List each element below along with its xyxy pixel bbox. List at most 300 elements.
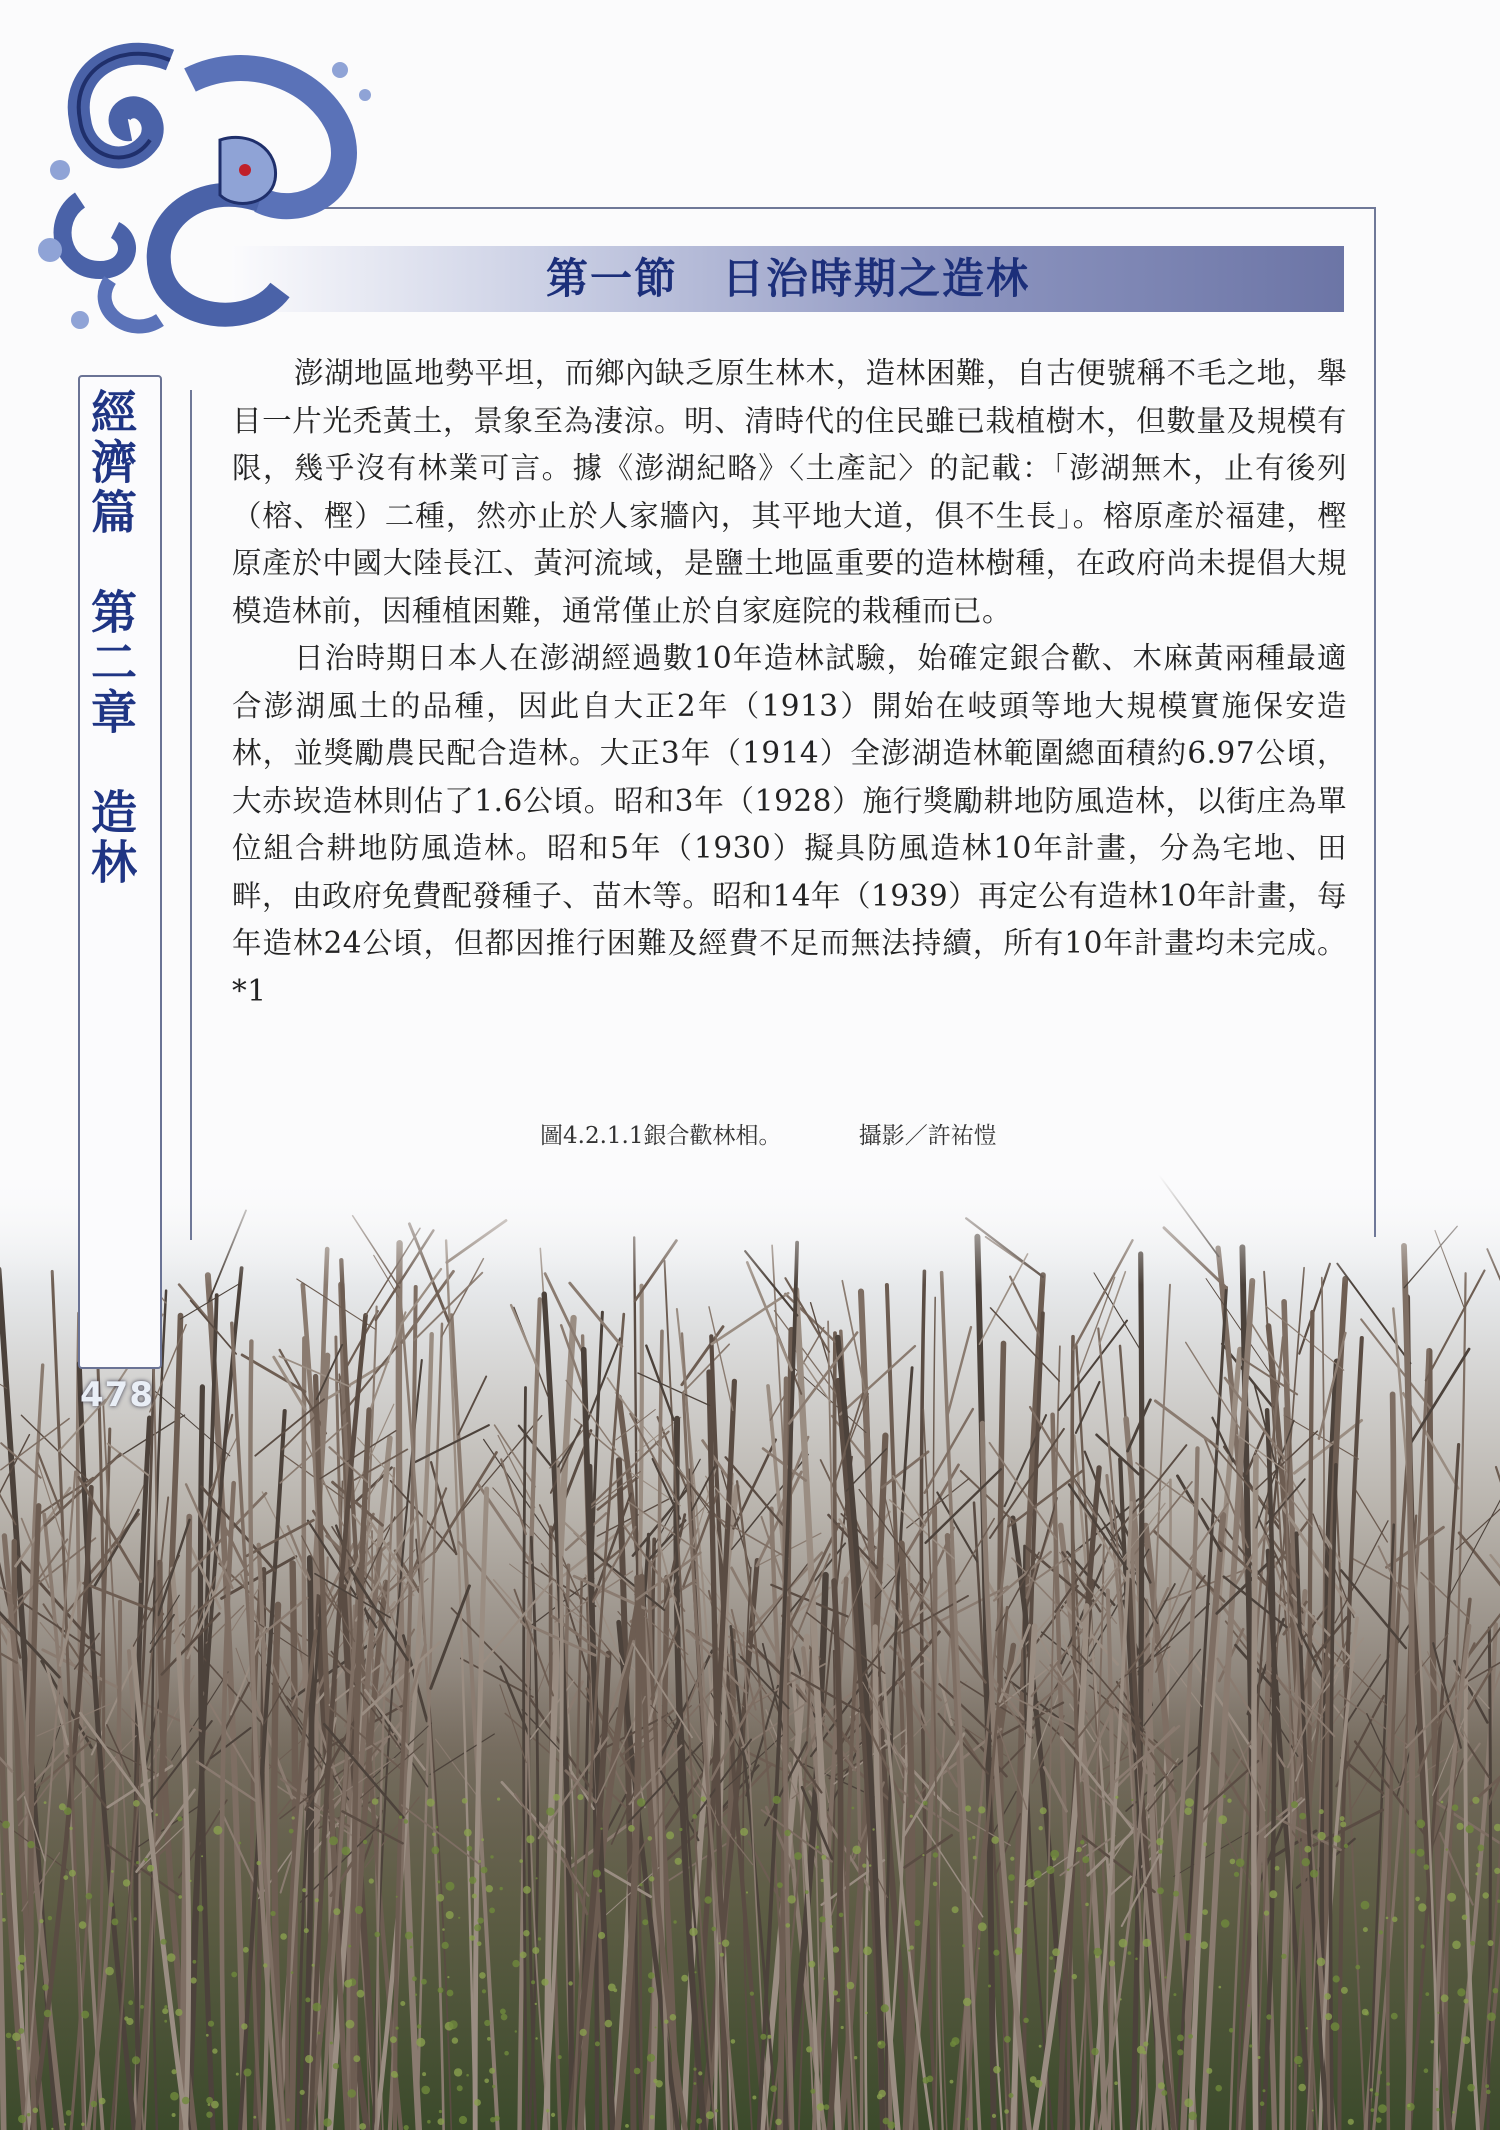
undergrowth-leaf xyxy=(1392,1917,1398,1923)
undergrowth-leaf xyxy=(263,1963,267,1967)
undergrowth-leaf xyxy=(438,2118,445,2125)
undergrowth-leaf xyxy=(648,1972,655,1979)
undergrowth-leaf xyxy=(438,1987,444,1993)
undergrowth-leaf xyxy=(208,2021,214,2027)
undergrowth-leaf xyxy=(786,1923,791,1928)
undergrowth-leaf xyxy=(333,1908,340,1915)
undergrowth-leaf xyxy=(79,1921,87,1929)
undergrowth-leaf xyxy=(1464,1999,1469,2004)
undergrowth-leaf xyxy=(452,2037,458,2043)
undergrowth-leaf xyxy=(1452,2111,1455,2114)
undergrowth-leaf xyxy=(208,2103,211,2106)
undergrowth-leaf xyxy=(136,1861,139,1864)
undergrowth-leaf xyxy=(1039,2045,1042,2048)
undergrowth-leaf xyxy=(978,1948,980,1950)
undergrowth-leaf xyxy=(824,2104,830,2110)
undergrowth-leaf xyxy=(177,1816,182,1821)
undergrowth-leaf xyxy=(486,1885,493,1892)
undergrowth-leaf xyxy=(1052,1948,1060,1956)
undergrowth-leaf xyxy=(806,2046,812,2052)
undergrowth-leaf xyxy=(836,1998,840,2002)
undergrowth-leaf xyxy=(752,2096,756,2100)
undergrowth-leaf xyxy=(650,2115,654,2119)
undergrowth-leaf xyxy=(712,1927,717,1932)
undergrowth-leaf xyxy=(400,2001,405,2006)
undergrowth-leaf xyxy=(1452,1941,1461,1950)
undergrowth-leaf xyxy=(1302,1858,1310,1866)
undergrowth-leaf xyxy=(692,1814,697,1819)
undergrowth-leaf xyxy=(48,1916,52,1920)
undergrowth-leaf xyxy=(1333,1975,1340,1982)
undergrowth-leaf xyxy=(883,2118,890,2125)
undergrowth-leaf xyxy=(6,2033,12,2039)
undergrowth-leaf xyxy=(1023,2018,1028,2023)
undergrowth-leaf xyxy=(415,1994,417,1996)
undergrowth-leaf xyxy=(467,1846,472,1851)
undergrowth-leaf xyxy=(1109,1960,1115,1966)
undergrowth-leaf xyxy=(18,1955,26,1963)
undergrowth-leaf xyxy=(1221,1919,1230,1928)
undergrowth-leaf xyxy=(353,2055,360,2062)
undergrowth-leaf xyxy=(1437,2012,1439,2014)
undergrowth-leaf xyxy=(532,1947,539,1954)
undergrowth-leaf xyxy=(305,2055,313,2063)
undergrowth-leaf xyxy=(1407,2104,1410,2107)
undergrowth-leaf xyxy=(1415,1897,1420,1902)
undergrowth-leaf xyxy=(1298,2065,1300,2067)
undergrowth-leaf xyxy=(973,1856,977,1860)
undergrowth-leaf xyxy=(99,2098,106,2105)
undergrowth-leaf xyxy=(1049,1956,1053,1960)
undergrowth-leaf xyxy=(701,1796,706,1801)
undergrowth-leaf xyxy=(760,2034,766,2040)
undergrowth-leaf xyxy=(821,1855,826,1860)
figure-caption xyxy=(540,1117,1067,1150)
undergrowth-leaf xyxy=(1319,1809,1324,1814)
undergrowth-leaf xyxy=(333,2063,339,2069)
undergrowth-leaf xyxy=(1227,1799,1231,1803)
undergrowth-leaf xyxy=(1457,1823,1464,1830)
undergrowth-leaf xyxy=(1378,2104,1387,2113)
undergrowth-leaf xyxy=(432,1846,440,1854)
undergrowth-leaf xyxy=(1462,1915,1468,1921)
undergrowth-leaf xyxy=(69,1870,76,1877)
undergrowth-leaf xyxy=(833,1990,838,1995)
undergrowth-leaf xyxy=(1386,1917,1389,1920)
undergrowth-leaf xyxy=(1341,1987,1348,1994)
undergrowth-leaf xyxy=(1072,1974,1077,1979)
undergrowth-leaf xyxy=(500,2009,506,2015)
undergrowth-leaf xyxy=(474,1924,481,1931)
undergrowth-leaf xyxy=(648,1987,654,1993)
undergrowth-leaf xyxy=(111,1918,118,1925)
undergrowth-leaf xyxy=(155,1813,158,1816)
undergrowth-leaf xyxy=(355,1906,363,1914)
undergrowth-leaf xyxy=(839,1913,844,1918)
undergrowth-leaf xyxy=(1407,2103,1415,2111)
undergrowth-leaf xyxy=(81,2011,89,2019)
undergrowth-leaf xyxy=(17,1964,24,1971)
undergrowth-leaf xyxy=(854,2056,857,2059)
undergrowth-leaf xyxy=(770,2085,777,2092)
undergrowth-leaf xyxy=(44,2010,52,2018)
undergrowth-leaf xyxy=(1067,1869,1069,1871)
undergrowth-leaf xyxy=(477,1941,482,1946)
undergrowth-leaf xyxy=(206,2097,213,2104)
undergrowth-leaf xyxy=(1452,1804,1459,1811)
undergrowth-leaf xyxy=(390,2036,397,2043)
undergrowth-leaf xyxy=(580,2029,587,2036)
undergrowth-leaf xyxy=(991,1836,999,1844)
undergrowth-leaf xyxy=(241,2023,247,2029)
undergrowth-leaf xyxy=(664,2020,668,2024)
undergrowth-leaf xyxy=(694,1971,696,1973)
undergrowth-leaf xyxy=(653,2079,657,2083)
undergrowth-leaf xyxy=(253,2116,256,2119)
undergrowth-leaf xyxy=(1015,1947,1022,1954)
undergrowth-leaf xyxy=(479,1972,486,1979)
undergrowth-leaf xyxy=(427,2120,431,2124)
undergrowth-leaf xyxy=(988,1985,991,1988)
undergrowth-leaf xyxy=(191,1977,197,1983)
undergrowth-leaf xyxy=(81,2123,85,2127)
undergrowth-leaf xyxy=(1230,1859,1236,1865)
undergrowth-leaf xyxy=(484,2079,489,2084)
undergrowth-leaf xyxy=(515,2030,517,2032)
undergrowth-leaf xyxy=(1248,2004,1250,2006)
undergrowth-leaf xyxy=(810,2089,815,2094)
undergrowth-leaf xyxy=(271,1911,276,1916)
undergrowth-leaf xyxy=(1312,2110,1314,2112)
undergrowth-leaf xyxy=(1184,1933,1192,1941)
undergrowth-leaf xyxy=(1275,1866,1280,1871)
undergrowth-leaf xyxy=(342,1847,351,1856)
undergrowth-leaf xyxy=(821,1879,824,1882)
undergrowth-leaf xyxy=(1466,1825,1474,1833)
undergrowth-leaf xyxy=(462,1798,468,1804)
undergrowth-leaf xyxy=(86,1893,93,1900)
undergrowth-leaf xyxy=(39,1919,43,1923)
undergrowth-leaf xyxy=(1493,1988,1499,1994)
undergrowth-leaf xyxy=(1173,1891,1179,1897)
undergrowth-leaf xyxy=(1483,1892,1489,1898)
undergrowth-leaf xyxy=(556,1840,559,1843)
undergrowth-leaf xyxy=(1371,2108,1375,2112)
undergrowth-leaf xyxy=(1188,2034,1193,2039)
undergrowth-leaf xyxy=(833,1946,839,1952)
undergrowth-leaf xyxy=(182,2097,190,2105)
undergrowth-leaf xyxy=(877,2041,885,2049)
undergrowth-leaf xyxy=(447,1990,454,1997)
undergrowth-leaf xyxy=(500,1887,503,1890)
undergrowth-leaf xyxy=(504,2051,509,2056)
undergrowth-leaf xyxy=(172,2113,176,2117)
undergrowth-leaf xyxy=(634,2068,641,2075)
undergrowth-leaf xyxy=(427,1799,435,1807)
undergrowth-leaf xyxy=(908,1949,910,1951)
undergrowth-leaf xyxy=(816,1846,819,1849)
undergrowth-leaf xyxy=(841,2026,844,2029)
undergrowth-leaf xyxy=(1462,2036,1470,2044)
undergrowth-leaf xyxy=(878,2090,886,2098)
undergrowth-leaf xyxy=(1324,1993,1331,2000)
undergrowth-leaf xyxy=(1039,1826,1043,1830)
undergrowth-leaf xyxy=(809,1961,816,1968)
undergrowth-leaf xyxy=(412,1976,417,1981)
undergrowth-leaf xyxy=(1420,1944,1424,1948)
undergrowth-leaf xyxy=(1082,1856,1089,1863)
undergrowth-leaf xyxy=(1475,1872,1478,1875)
undergrowth-leaf xyxy=(670,2014,677,2021)
undergrowth-leaf xyxy=(553,1794,560,1801)
undergrowth-leaf xyxy=(167,1953,176,1962)
undergrowth-leaf xyxy=(344,1980,352,1988)
undergrowth-leaf xyxy=(140,2005,144,2009)
undergrowth-leaf xyxy=(605,2020,613,2028)
undergrowth-leaf xyxy=(492,2085,495,2088)
undergrowth-leaf xyxy=(978,1806,985,1813)
dragon-ornament-icon xyxy=(20,20,400,350)
undergrowth-leaf xyxy=(1143,1939,1151,1947)
undergrowth-leaf xyxy=(639,1883,642,1886)
undergrowth-leaf xyxy=(396,2027,399,2030)
undergrowth-leaf xyxy=(1331,2022,1340,2031)
undergrowth-leaf xyxy=(363,1840,367,1844)
undergrowth-leaf xyxy=(1026,1879,1035,1888)
undergrowth-leaf xyxy=(396,1896,398,1898)
undergrowth-leaf xyxy=(1009,2093,1014,2098)
undergrowth-leaf xyxy=(1050,1850,1059,1859)
undergrowth-leaf xyxy=(1298,2084,1306,2092)
undergrowth-leaf xyxy=(2,1918,6,1922)
undergrowth-leaf xyxy=(1004,2109,1009,2114)
undergrowth-leaf xyxy=(1487,2012,1496,2021)
undergrowth-leaf xyxy=(357,1990,365,1998)
undergrowth-leaf xyxy=(312,1964,315,1967)
undergrowth-leaf xyxy=(910,1945,914,1949)
undergrowth-leaf xyxy=(1266,2014,1271,2019)
undergrowth-leaf xyxy=(1476,1863,1480,1867)
undergrowth-leaf xyxy=(18,2115,26,2123)
undergrowth-leaf xyxy=(681,1975,688,1982)
undergrowth-leaf xyxy=(1077,1847,1082,1852)
undergrowth-leaf xyxy=(1223,1795,1226,1798)
undergrowth-leaf xyxy=(675,1858,682,1865)
undergrowth-leaf xyxy=(923,1801,928,1806)
undergrowth-leaf xyxy=(788,1895,796,1903)
undergrowth-leaf xyxy=(1310,1870,1318,1878)
undergrowth-leaf xyxy=(1457,1988,1465,1996)
frame-right-line xyxy=(1374,207,1376,1237)
undergrowth-leaf xyxy=(852,1807,855,1810)
undergrowth-leaf xyxy=(1046,1866,1054,1874)
undergrowth-leaf xyxy=(666,1831,674,1839)
undergrowth-leaf xyxy=(1299,1813,1306,1820)
undergrowth-leaf xyxy=(523,1930,529,1936)
undergrowth-leaf xyxy=(66,2110,72,2116)
undergrowth-leaf xyxy=(878,2042,881,2045)
undergrowth-leaf xyxy=(1234,1872,1239,1877)
undergrowth-leaf xyxy=(773,1796,781,1804)
undergrowth-leaf xyxy=(457,2085,463,2091)
undergrowth-leaf xyxy=(598,1932,605,1939)
undergrowth-leaf xyxy=(1470,1941,1475,1946)
undergrowth-leaf xyxy=(1158,2082,1165,2089)
undergrowth-leaf xyxy=(458,1917,460,1919)
undergrowth-leaf xyxy=(1157,1887,1164,1894)
undergrowth-leaf xyxy=(852,1846,861,1855)
frame-top-line xyxy=(300,207,1376,209)
undergrowth-leaf xyxy=(442,1942,449,1949)
undergrowth-leaf xyxy=(541,1979,548,1986)
undergrowth-leaf xyxy=(819,1916,825,1922)
undergrowth-leaf xyxy=(647,2054,655,2062)
undergrowth-leaf xyxy=(696,2118,702,2124)
undergrowth-leaf xyxy=(746,1891,748,1893)
undergrowth-leaf xyxy=(12,2033,21,2042)
undergrowth-leaf xyxy=(243,1947,249,1953)
undergrowth-leaf xyxy=(689,1928,697,1936)
undergrowth-leaf xyxy=(718,1942,720,1944)
undergrowth-leaf xyxy=(551,2113,555,2117)
undergrowth-leaf xyxy=(432,1833,435,1836)
undergrowth-leaf xyxy=(1317,1832,1325,1840)
undergrowth-leaf xyxy=(1416,1819,1425,1828)
undergrowth-leaf xyxy=(731,2039,736,2044)
undergrowth-leaf xyxy=(317,2032,320,2035)
undergrowth-leaf xyxy=(1091,2048,1098,2055)
undergrowth-leaf xyxy=(287,2118,290,2121)
undergrowth-leaf xyxy=(346,2020,355,2029)
undergrowth-leaf xyxy=(966,2118,969,2121)
undergrowth-leaf xyxy=(292,1816,295,1819)
undergrowth-leaf xyxy=(442,1928,445,1931)
undergrowth-leaf xyxy=(794,1852,802,1860)
undergrowth-leaf xyxy=(1370,2088,1373,2091)
undergrowth-leaf xyxy=(17,2047,20,2050)
undergrowth-leaf xyxy=(197,1905,203,1911)
undergrowth-leaf xyxy=(359,2123,366,2130)
undergrowth-leaf xyxy=(1391,2013,1398,2020)
undergrowth-leaf xyxy=(236,2073,239,2076)
photo-credit: 攝影／許祐愷 xyxy=(858,1123,997,1149)
undergrowth-leaf xyxy=(865,2012,868,2015)
undergrowth-leaf xyxy=(422,2072,426,2076)
undergrowth-leaf xyxy=(1080,1840,1084,1844)
undergrowth-leaf xyxy=(720,1953,724,1957)
undergrowth-leaf xyxy=(538,1937,541,1940)
undergrowth-leaf xyxy=(1344,1844,1348,1848)
undergrowth-leaf xyxy=(568,1981,572,1985)
undergrowth-leaf xyxy=(1325,2013,1332,2020)
undergrowth-leaf xyxy=(1281,1954,1286,1959)
undergrowth-leaf xyxy=(416,2038,425,2047)
undergrowth-leaf xyxy=(312,2003,321,2012)
undergrowth-leaf xyxy=(968,1837,971,1840)
undergrowth-leaf xyxy=(1034,1870,1042,1878)
undergrowth-leaf xyxy=(111,1870,114,1873)
undergrowth-leaf xyxy=(454,2068,462,2076)
undergrowth-leaf xyxy=(329,1836,338,1845)
undergrowth-leaf xyxy=(698,2071,702,2075)
undergrowth-leaf xyxy=(449,2020,458,2029)
undergrowth-leaf xyxy=(965,1805,971,1811)
undergrowth-leaf xyxy=(404,2125,409,2130)
undergrowth-leaf xyxy=(1488,1940,1494,1946)
undergrowth-leaf xyxy=(1362,2009,1369,2016)
undergrowth-leaf xyxy=(189,1880,191,1882)
undergrowth-leaf xyxy=(952,2037,960,2045)
undergrowth-leaf xyxy=(347,2089,356,2098)
undergrowth-leaf xyxy=(775,2119,782,2126)
undergrowth-leaf xyxy=(391,2071,398,2078)
undergrowth-leaf xyxy=(1158,1850,1162,1854)
undergrowth-leaf xyxy=(1177,2049,1183,2055)
undergrowth-leaf xyxy=(1173,1993,1176,1996)
undergrowth-leaf xyxy=(750,1992,754,1996)
undergrowth-leaf xyxy=(1258,2056,1261,2059)
undergrowth-leaf xyxy=(962,1944,965,1947)
undergrowth-leaf xyxy=(1200,1941,1208,1949)
undergrowth-leaf xyxy=(914,1920,920,1926)
undergrowth-leaf xyxy=(1447,1893,1456,1902)
undergrowth-leaf xyxy=(501,2014,508,2021)
undergrowth-leaf xyxy=(1137,2046,1145,2054)
undergrowth-leaf xyxy=(992,2114,996,2118)
undergrowth-leaf xyxy=(1441,1994,1449,2002)
undergrowth-leaf xyxy=(42,1984,48,1990)
undergrowth-leaf xyxy=(1260,2101,1265,2106)
undergrowth-leaf xyxy=(1085,1903,1089,1907)
undergrowth-leaf xyxy=(642,1919,648,1925)
undergrowth-leaf xyxy=(1431,2040,1434,2043)
undergrowth-leaf xyxy=(1229,2028,1234,2033)
undergrowth-leaf xyxy=(175,2009,182,2016)
undergrowth-leaf xyxy=(978,1922,987,1931)
undergrowth-leaf xyxy=(164,2020,167,2023)
undergrowth-leaf xyxy=(1177,2035,1184,2042)
undergrowth-leaf xyxy=(300,2090,305,2095)
undergrowth-leaf xyxy=(1376,2117,1382,2123)
undergrowth-leaf xyxy=(1024,1901,1028,1905)
undergrowth-leaf xyxy=(1219,1986,1222,1989)
undergrowth-leaf xyxy=(1114,2081,1118,2085)
undergrowth-leaf xyxy=(405,1932,413,1940)
undergrowth-leaf xyxy=(519,1859,523,1863)
undergrowth-leaf xyxy=(1467,2084,1475,2092)
undergrowth-leaf xyxy=(1164,1976,1166,1978)
undergrowth-leaf xyxy=(437,1880,440,1883)
undergrowth-leaf xyxy=(535,2037,537,2039)
undergrowth-leaf xyxy=(372,1798,379,1805)
undergrowth-leaf xyxy=(558,2055,562,2059)
chapter-side-label: 經濟篇 第二章 造林 xyxy=(84,388,138,888)
undergrowth-leaf xyxy=(608,1984,616,1992)
undergrowth-leaf xyxy=(178,1895,182,1899)
undergrowth-leaf xyxy=(862,1864,866,1868)
undergrowth-leaf xyxy=(922,1854,924,1856)
tree-branch xyxy=(1254,1457,1256,2130)
undergrowth-leaf xyxy=(206,2112,212,2118)
undergrowth-leaf xyxy=(1030,2076,1037,2083)
undergrowth-leaf xyxy=(64,2123,66,2125)
undergrowth-leaf xyxy=(212,2048,217,2053)
undergrowth-leaf xyxy=(164,2005,167,2008)
undergrowth-leaf xyxy=(830,1925,833,1928)
undergrowth-leaf xyxy=(302,1888,306,1892)
undergrowth-leaf xyxy=(1014,1927,1021,1934)
undergrowth-leaf xyxy=(257,1861,261,1865)
